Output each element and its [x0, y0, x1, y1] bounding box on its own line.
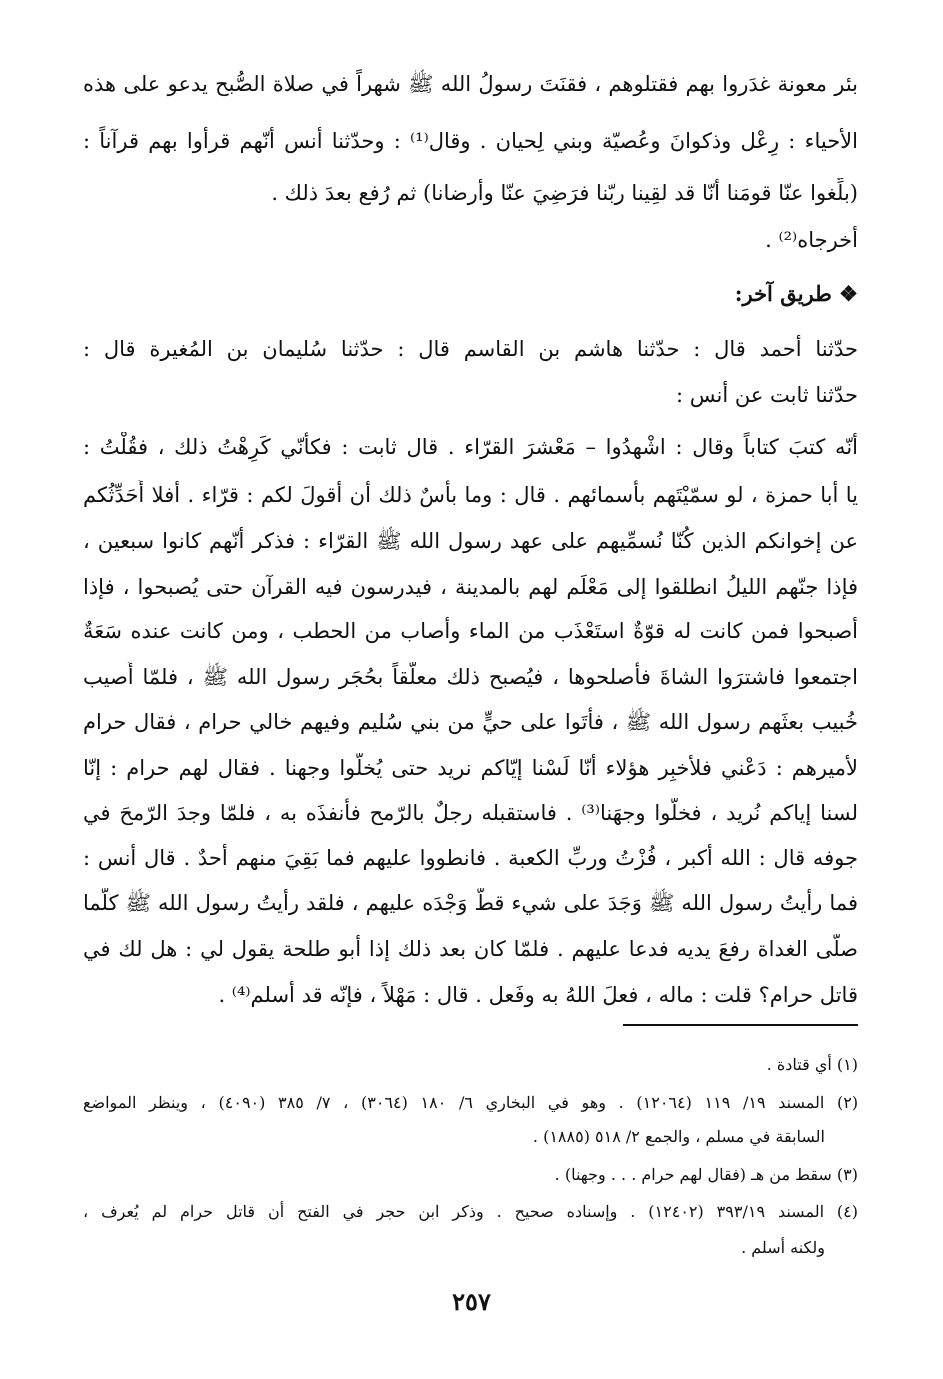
footnote-2: (٢) المسند ١٩/ ١١٩ (١٢٠٦٤) . وهو في البخاري ٦/ ١٨٠ (٣٠٦٤) ، ٧/ ٣٨٥ (٤٠٩٠) ، وينظر المواضع	[83, 1093, 858, 1112]
footnote-2-continued: السابقة في مسلم ، والجمع ٢/ ٥١٨ (١٨٨٥) .	[532, 1127, 825, 1146]
narration-line: فما رأيتُ رسول الله ﷺ وَجَدَ على شيء قطّ وَجْدَه عليهم ، فلقد رأيتُ رسول الله ﷺ كلّما	[83, 891, 858, 915]
narration-line: لسنا إياكم نُريد ، فخلُّوا وجهَنا⁽³⁾ . فاستقبله رجلٌ بالرّمح فأنفذَه به ، فلمّا وجدَ الرّمحَ في	[83, 801, 858, 825]
text-line: (بلِّغوا عنّا قومَنا أنّا قد لقِينا ربّنا فرَضِيَ عنّا وأرضانا) ثم رُفع بعدَ ذلك .	[271, 181, 858, 205]
section-heading: ❖ طريق آخر:	[734, 281, 858, 306]
footnote-4-continued: ولكنه أسلم .	[741, 1238, 825, 1257]
narration-line: صلّى الغداة رفعَ يديه فدعا عليهم . فلمّا كان بعد ذلك إذا أبو طلحة يقول لي : هل لك في	[83, 937, 858, 961]
narration-line: خُبيب بعثَهم رسول الله ﷺ ، فأتَوا على حيٍّ من بني سُليم وفيهم خالي حرام ، فقال حرام	[83, 710, 858, 734]
narration-line: اجتمعوا فاشترَوا الشاةَ فأصلحوها ، فيُصبح ذلك معلّقاً بحُجَر رسول الله ﷺ ، فلمّا أُصيب	[83, 665, 858, 689]
narration-line: أصبحوا فمن كانت له قوّةٌ استَعْذَب من الماء وأصاب من الحطب ، ومن كانت عنده سَعَةٌ	[83, 619, 858, 643]
isnad-line: حدّثنا ثابت عن أنس :	[675, 383, 858, 407]
footnote-3: (٣) سقط من هـ (فقال لهم حرام . . . وجهنا) .	[554, 1165, 858, 1184]
footnote-4: (٤) المسند ٣٩٣/١٩ (١٢٤٠٢) . وإسناده صحيح . وذكر ابن حجر في الفتح أن قاتل حرام لم يُعرف ،	[83, 1202, 858, 1221]
narration-line: عن إخوانكم الذين كُنّا نُسمِّيهم على عهد رسول الله ﷺ القرّاء : فذكر أنّهم كانوا سبعين ،	[83, 529, 858, 553]
narration-line: فإذا جنّهم الليلُ انطلقوا إلى مَعْلَم لهم بالمدينة ، فيدرسون فيه القرآن حتى يُصبحوا ، فإذا	[83, 575, 858, 599]
narration-line: لأميرهم : دَعْني فلأخبِر هؤلاء أنّا لَسْنا إيّاكم نريد حتى يُخلُّوا وجهنا . فقال لهم حرام : إنّا	[83, 756, 858, 780]
footnote-divider	[623, 1024, 858, 1026]
narration-line: أنّه كتبَ كتاباً وقال : اشْهدُوا – مَعْشرَ القرّاء . قال ثابت : فكأنّي كَرِهْتُ ذلك ، فقُلْتُ :	[83, 435, 858, 459]
narration-line: يا أبا حمزة ، لو سمّيْتَهم بأسمائهم . قال : وما بأسٌ ذلك أن أقولَ لكم : قرّاء . أفلا أُحَدِّثُكم	[83, 483, 858, 507]
footnote-1: (١) أي قتادة .	[766, 1055, 858, 1074]
page-number: ٢٥٧	[452, 1287, 491, 1316]
text-line: الأحياء : رِعْل وذكوانَ وعُصيّة وبني لِحيان . وقال⁽¹⁾ : وحدّثنا أنس أنّهم قرأوا بهم قرآناً :	[83, 129, 858, 153]
text-line: بئر معونة غدَروا بهم فقتلوهم ، فقنَتَ رسولُ الله ﷺ شهراً في صلاة الصُّبح يدعو على هذه	[83, 72, 858, 96]
narration-line: جوفه قال : الله أكبر ، فُزْتُ وربِّ الكعبة . فانطووا عليهم فما بَقِيَ منهم أحدٌ . قال أنس :	[83, 846, 858, 870]
text-line: أخرجاه⁽²⁾ .	[765, 228, 858, 252]
narration-line: قاتل حرام؟ قلت : ماله ، فعلَ اللهُ به وفَعل . قال : مَهْلاً ، فإنّه قد أسلم⁽⁴⁾ .	[218, 983, 858, 1007]
isnad-line: حدّثنا أحمد قال : حدّثنا هاشم بن القاسم قال : حدّثنا سُليمان بن المُغيرة قال :	[83, 337, 858, 361]
